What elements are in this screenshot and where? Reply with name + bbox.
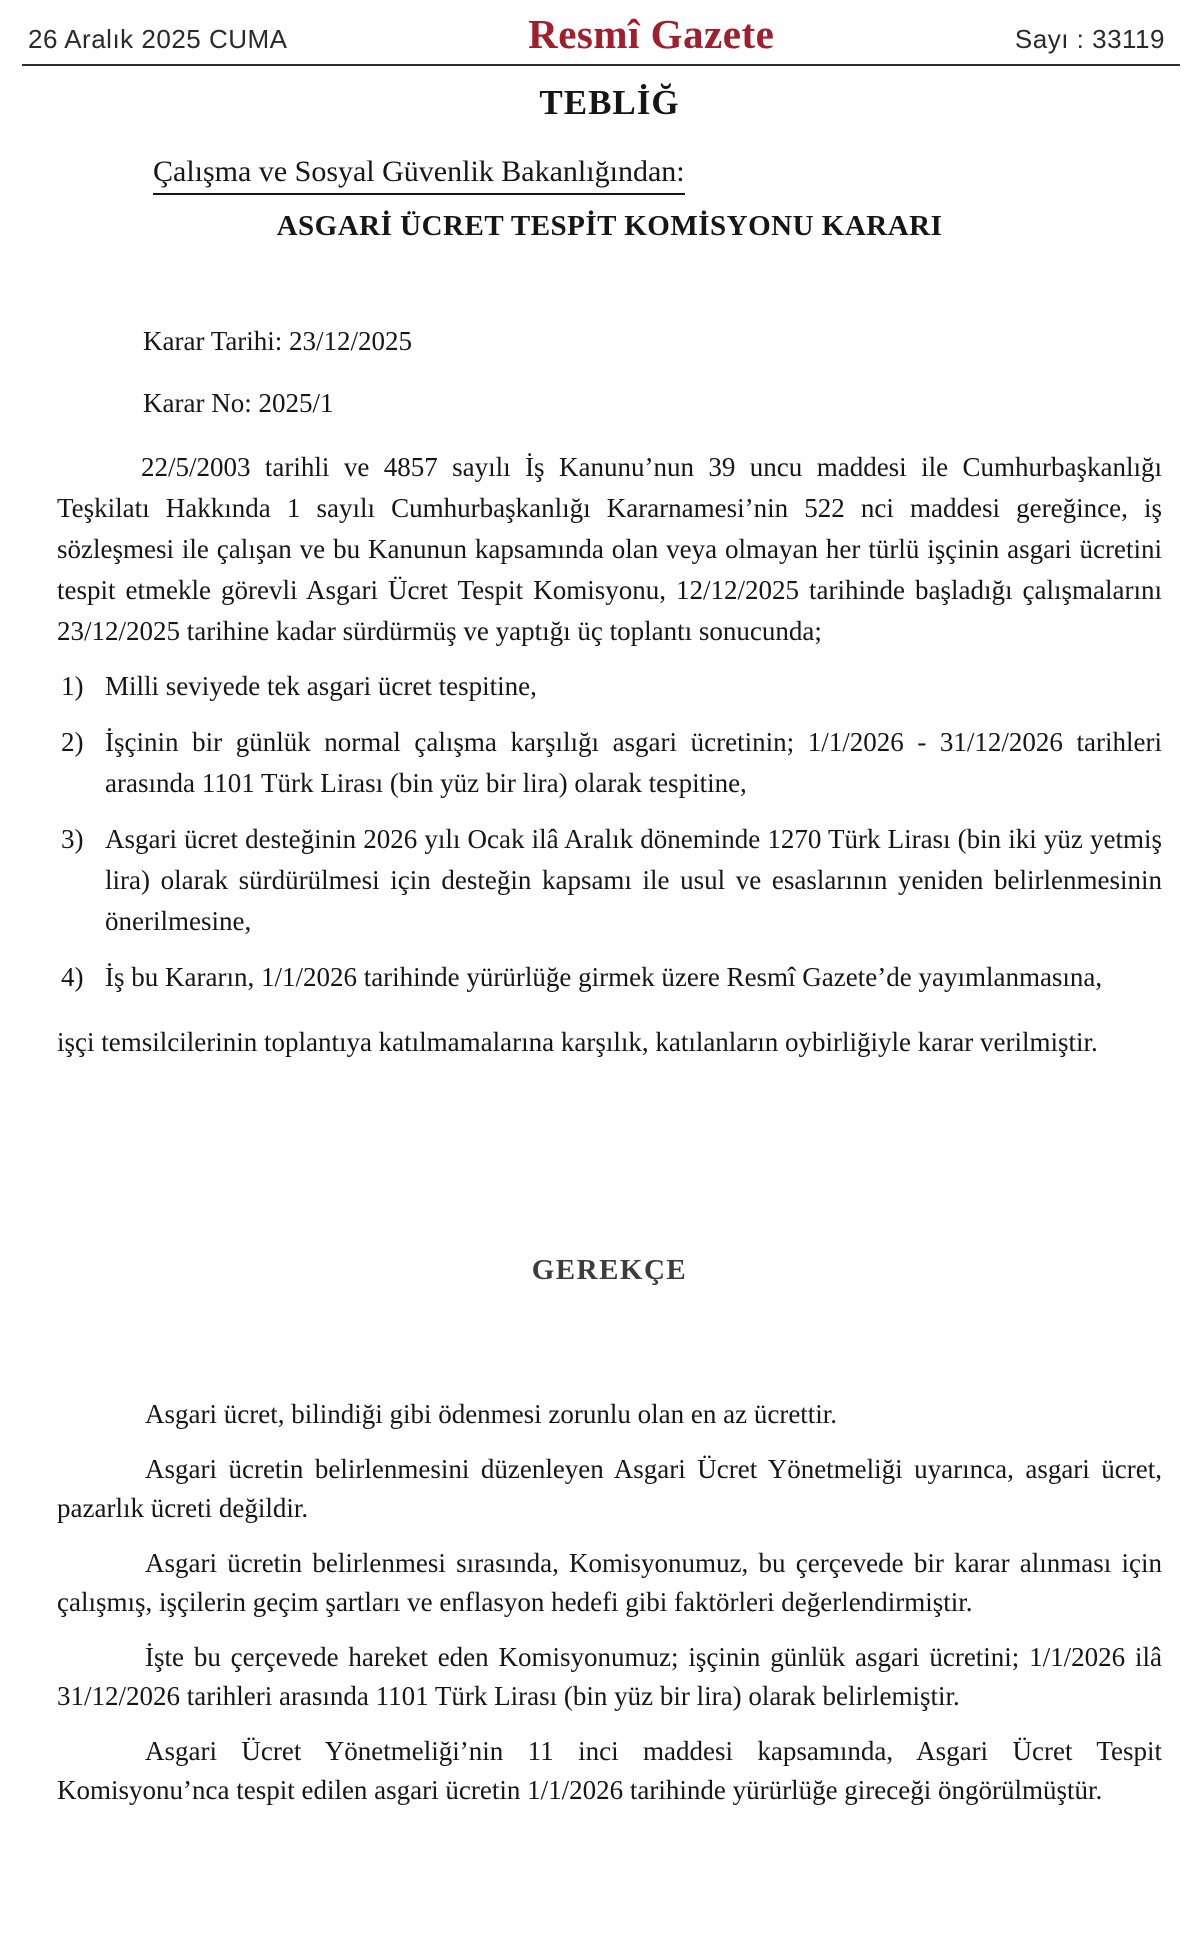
item-number: 4) [61,962,84,992]
item-number: 2) [61,727,84,757]
masthead-title: Resmî Gazete [528,11,775,57]
authority-line [153,154,1162,195]
decision-date: Karar Tarihi: 23/12/2025 [143,326,413,356]
section-heading-teblig: TEBLİĞ [539,83,680,122]
intro-paragraph: 22/5/2003 tarihli ve 4857 sayılı İş Kanunu’nun 39 uncu maddesi ile Cumhurbaşkanlığı Teşkilatı Hakkında 1 sayılı Cumhurbaşkanlığı Kararnamesi’nin 522 nci maddesi gereğince, iş sözleşmesi ile çalışan ve bu Kanunun kapsamında olan veya olmayan her türlü işçinin asgari ücretini tespit etmekle görevli Asgari Ücret Tespit Komisyonu, 12/12/2025 tarihinde başladığı çalışmalarını 23/12/2025 tarihine kadar sürdürmüş ve yaptığı üç toplantı sonucunda; [57,452,1162,646]
decision-item-2 [61,722,1162,804]
rationale-paragraph-5: Asgari Ücret Yönetmeliği’nin 11 inci maddesi kapsamında, Asgari Ücret Tespit Komisyonu’nca tespit edilen asgari ücretin 1/1/2026 tarihinde yürürlüğe gireceği öngörülmüştür. [57,1736,1162,1805]
page-header [0,0,1200,58]
rationale-heading: GEREKÇE [531,1254,688,1286]
authority-text: Çalışma ve Sosyal Güvenlik Bakanlığından: [153,154,685,195]
rationale-paragraph-1: Asgari ücret, bilindiği gibi ödenmesi zorunlu olan en az ücrettir. [145,1399,838,1429]
rationale-paragraph-4: İşte bu çerçevede hareket eden Komisyonumuz; işçinin günlük asgari ücretini; 1/1/2026 ilâ 31/12/2026 tarihleri arasında 1101 Türk Lirası (bin yüz bir lira) olarak belirlemiştir. [57,1642,1162,1711]
decision-items [57,666,1162,998]
rationale-section [57,1395,1162,1810]
issue-number: Sayı : 33119 [1014,24,1165,54]
item-number: 3) [61,824,84,854]
item-text: İş bu Kararın, 1/1/2026 tarihinde yürürlüğe girmek üzere Resmî Gazete’de yayımlanmasına, [105,962,1103,992]
gazette-date: 26 Aralık 2025 CUMA [28,24,288,54]
decision-item-1 [61,666,1162,707]
document-body [57,82,1162,1810]
item-text: İşçinin bir günlük normal çalışma karşılığı asgari ücretinin; 1/1/2026 - 31/12/2026 tarihleri arasında 1101 Türk Lirası (bin yüz bir lira) olarak tespitine, [105,727,1162,798]
item-number: 1) [61,671,84,701]
rationale-paragraph-2: Asgari ücretin belirlenmesini düzenleyen Asgari Ücret Yönetmeliği uyarınca, asgari ücret, pazarlık ücreti değildir. [57,1454,1162,1523]
decision-item-4 [61,957,1162,998]
closing-paragraph: işçi temsilcilerinin toplantıya katılmamalarına karşılık, katılanların oybirliğiyle karar verilmiştir. [57,1027,1098,1057]
decision-item-3 [61,819,1162,942]
decision-title: ASGARİ ÜCRET TESPİT KOMİSYONU KARARI [276,210,943,242]
item-text: Asgari ücret desteğinin 2026 yılı Ocak ilâ Aralık döneminde 1270 Türk Lirası (bin iki yüz yetmiş lira) olarak sürdürülmesi için desteğin kapsamı ile usul ve esaslarının yeniden belirlenmesinin önerilmesine, [105,824,1162,936]
decision-number: Karar No: 2025/1 [143,388,334,418]
header-rule [22,64,1180,66]
item-text: Milli seviyede tek asgari ücret tespitine, [105,671,537,701]
rationale-paragraph-3: Asgari ücretin belirlenmesi sırasında, Komisyonumuz, bu çerçevede bir karar alınması için çalışmış, işçilerin geçim şartları ve enflasyon hedefi gibi faktörleri değerlendirmiştir. [57,1548,1162,1617]
